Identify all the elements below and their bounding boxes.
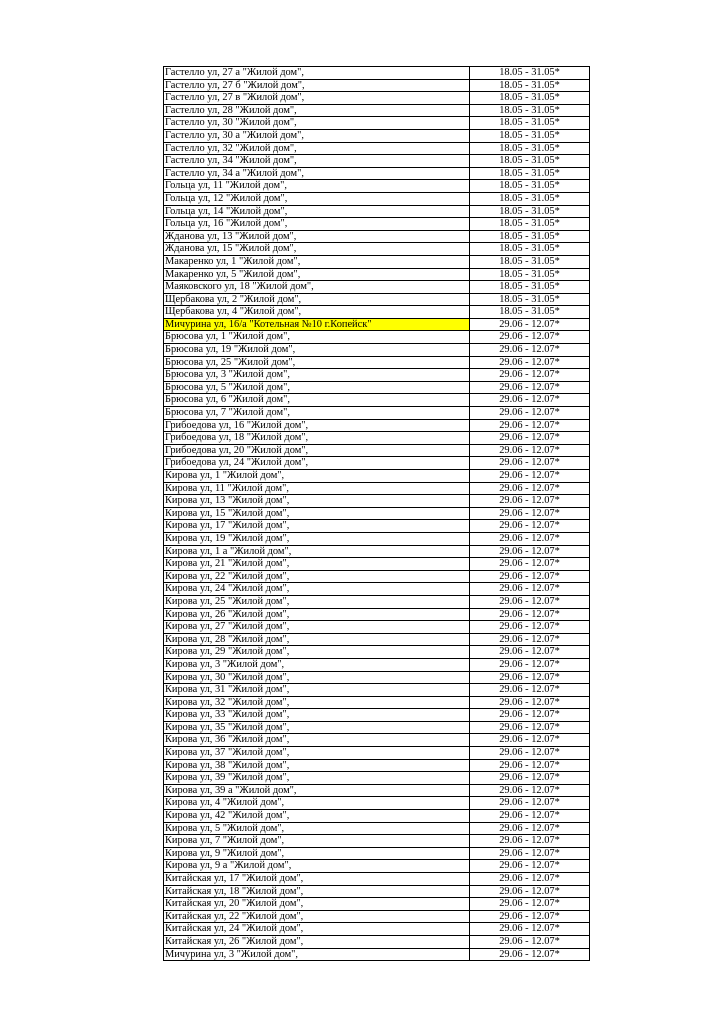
table-row xyxy=(164,306,590,319)
shutdown-period-cell: 29.06 - 12.07* xyxy=(470,381,590,394)
shutdown-period-cell: 29.06 - 12.07* xyxy=(470,621,590,634)
table-row xyxy=(164,822,590,835)
address-cell: Гольца ул, 12 "Жилой дом", xyxy=(164,192,470,205)
shutdown-period-cell: 18.05 - 31.05* xyxy=(470,67,590,80)
shutdown-period-cell: 18.05 - 31.05* xyxy=(470,180,590,193)
table-row xyxy=(164,621,590,634)
shutdown-period-cell: 29.06 - 12.07* xyxy=(470,633,590,646)
address-cell: Брюсова ул, 7 "Жилой дом", xyxy=(164,407,470,420)
address-cell: Брюсова ул, 1 "Жилой дом", xyxy=(164,331,470,344)
shutdown-period-cell: 18.05 - 31.05* xyxy=(470,155,590,168)
shutdown-period-cell: 29.06 - 12.07* xyxy=(470,520,590,533)
shutdown-period-cell: 29.06 - 12.07* xyxy=(470,318,590,331)
shutdown-period-cell: 29.06 - 12.07* xyxy=(470,432,590,445)
shutdown-period-cell: 29.06 - 12.07* xyxy=(470,948,590,961)
shutdown-period-cell: 29.06 - 12.07* xyxy=(470,482,590,495)
address-cell: Кирова ул, 30 "Жилой дом", xyxy=(164,671,470,684)
table-row xyxy=(164,167,590,180)
shutdown-period-cell: 18.05 - 31.05* xyxy=(470,306,590,319)
table-row xyxy=(164,230,590,243)
address-cell: Кирова ул, 22 "Жилой дом", xyxy=(164,570,470,583)
table-row xyxy=(164,545,590,558)
address-cell: Кирова ул, 15 "Жилой дом", xyxy=(164,507,470,520)
shutdown-period-cell: 29.06 - 12.07* xyxy=(470,772,590,785)
table-row xyxy=(164,243,590,256)
address-cell: Грибоедова ул, 20 "Жилой дом", xyxy=(164,444,470,457)
schedule-table-body xyxy=(164,67,590,961)
address-cell: Кирова ул, 29 "Жилой дом", xyxy=(164,646,470,659)
shutdown-period-cell: 18.05 - 31.05* xyxy=(470,92,590,105)
table-row xyxy=(164,935,590,948)
table-row xyxy=(164,281,590,294)
table-row xyxy=(164,293,590,306)
address-cell: Кирова ул, 39 а "Жилой дом", xyxy=(164,784,470,797)
table-row xyxy=(164,684,590,697)
shutdown-period-cell: 29.06 - 12.07* xyxy=(470,721,590,734)
address-cell: Гольца ул, 16 "Жилой дом", xyxy=(164,218,470,231)
address-cell: Китайская ул, 24 "Жилой дом", xyxy=(164,923,470,936)
shutdown-period-cell: 29.06 - 12.07* xyxy=(470,407,590,420)
address-cell: Кирова ул, 11 "Жилой дом", xyxy=(164,482,470,495)
shutdown-period-cell: 29.06 - 12.07* xyxy=(470,759,590,772)
table-row xyxy=(164,532,590,545)
address-cell: Мичурина ул, 3 "Жилой дом", xyxy=(164,948,470,961)
table-row xyxy=(164,721,590,734)
address-cell: Китайская ул, 26 "Жилой дом", xyxy=(164,935,470,948)
address-cell: Кирова ул, 27 "Жилой дом", xyxy=(164,621,470,634)
address-cell: Брюсова ул, 3 "Жилой дом", xyxy=(164,369,470,382)
shutdown-period-cell: 29.06 - 12.07* xyxy=(470,595,590,608)
shutdown-period-cell: 18.05 - 31.05* xyxy=(470,268,590,281)
shutdown-period-cell: 29.06 - 12.07* xyxy=(470,444,590,457)
table-row xyxy=(164,318,590,331)
shutdown-period-cell: 18.05 - 31.05* xyxy=(470,230,590,243)
address-cell: Грибоедова ул, 16 "Жилой дом", xyxy=(164,419,470,432)
shutdown-period-cell: 29.06 - 12.07* xyxy=(470,923,590,936)
table-row xyxy=(164,218,590,231)
shutdown-period-cell: 29.06 - 12.07* xyxy=(470,570,590,583)
shutdown-period-cell: 29.06 - 12.07* xyxy=(470,860,590,873)
table-row xyxy=(164,104,590,117)
shutdown-period-cell: 18.05 - 31.05* xyxy=(470,281,590,294)
table-row xyxy=(164,142,590,155)
address-cell: Кирова ул, 3 "Жилой дом", xyxy=(164,658,470,671)
table-row xyxy=(164,482,590,495)
address-cell: Макаренко ул, 5 "Жилой дом", xyxy=(164,268,470,281)
table-row xyxy=(164,457,590,470)
address-cell: Макаренко ул, 1 "Жилой дом", xyxy=(164,255,470,268)
address-cell: Гастелло ул, 30 "Жилой дом", xyxy=(164,117,470,130)
table-row xyxy=(164,356,590,369)
table-row xyxy=(164,810,590,823)
address-cell: Мичурина ул, 16/а "Котельная №10 г.Копейск" xyxy=(164,318,470,331)
shutdown-period-cell: 29.06 - 12.07* xyxy=(470,784,590,797)
shutdown-period-cell: 29.06 - 12.07* xyxy=(470,696,590,709)
table-row xyxy=(164,570,590,583)
address-cell: Кирова ул, 19 "Жилой дом", xyxy=(164,532,470,545)
address-cell: Китайская ул, 20 "Жилой дом", xyxy=(164,898,470,911)
address-cell: Кирова ул, 26 "Жилой дом", xyxy=(164,608,470,621)
address-cell: Брюсова ул, 5 "Жилой дом", xyxy=(164,381,470,394)
table-row xyxy=(164,734,590,747)
address-cell: Кирова ул, 1 а "Жилой дом", xyxy=(164,545,470,558)
address-cell: Гастелло ул, 34 "Жилой дом", xyxy=(164,155,470,168)
shutdown-period-cell: 29.06 - 12.07* xyxy=(470,356,590,369)
address-cell: Кирова ул, 13 "Жилой дом", xyxy=(164,495,470,508)
shutdown-period-cell: 29.06 - 12.07* xyxy=(470,470,590,483)
address-cell: Кирова ул, 9 "Жилой дом", xyxy=(164,847,470,860)
table-row xyxy=(164,192,590,205)
table-row xyxy=(164,797,590,810)
address-cell: Кирова ул, 32 "Жилой дом", xyxy=(164,696,470,709)
table-row xyxy=(164,155,590,168)
table-row xyxy=(164,633,590,646)
table-row xyxy=(164,772,590,785)
table-row xyxy=(164,784,590,797)
table-row xyxy=(164,948,590,961)
table-row xyxy=(164,835,590,848)
table-row xyxy=(164,608,590,621)
address-cell: Грибоедова ул, 18 "Жилой дом", xyxy=(164,432,470,445)
table-row xyxy=(164,709,590,722)
table-row xyxy=(164,255,590,268)
address-cell: Кирова ул, 5 "Жилой дом", xyxy=(164,822,470,835)
address-cell: Гастелло ул, 27 б "Жилой дом", xyxy=(164,79,470,92)
address-cell: Гастелло ул, 32 "Жилой дом", xyxy=(164,142,470,155)
address-cell: Жданова ул, 15 "Жилой дом", xyxy=(164,243,470,256)
address-cell: Кирова ул, 35 "Жилой дом", xyxy=(164,721,470,734)
table-row xyxy=(164,432,590,445)
table-row xyxy=(164,419,590,432)
shutdown-period-cell: 18.05 - 31.05* xyxy=(470,104,590,117)
shutdown-period-cell: 29.06 - 12.07* xyxy=(470,822,590,835)
address-cell: Кирова ул, 42 "Жилой дом", xyxy=(164,810,470,823)
table-row xyxy=(164,646,590,659)
shutdown-period-cell: 29.06 - 12.07* xyxy=(470,331,590,344)
table-row xyxy=(164,369,590,382)
address-cell: Китайская ул, 22 "Жилой дом", xyxy=(164,910,470,923)
address-cell: Кирова ул, 38 "Жилой дом", xyxy=(164,759,470,772)
shutdown-period-cell: 29.06 - 12.07* xyxy=(470,847,590,860)
table-row xyxy=(164,268,590,281)
table-row xyxy=(164,898,590,911)
shutdown-period-cell: 29.06 - 12.07* xyxy=(470,935,590,948)
table-row xyxy=(164,847,590,860)
address-cell: Кирова ул, 17 "Жилой дом", xyxy=(164,520,470,533)
shutdown-period-cell: 29.06 - 12.07* xyxy=(470,910,590,923)
address-cell: Кирова ул, 9 а "Жилой дом", xyxy=(164,860,470,873)
table-row xyxy=(164,67,590,80)
shutdown-period-cell: 29.06 - 12.07* xyxy=(470,369,590,382)
shutdown-period-cell: 29.06 - 12.07* xyxy=(470,873,590,886)
address-cell: Гольца ул, 11 "Жилой дом", xyxy=(164,180,470,193)
shutdown-period-cell: 29.06 - 12.07* xyxy=(470,709,590,722)
address-cell: Гастелло ул, 30 а "Жилой дом", xyxy=(164,129,470,142)
address-cell: Маяковского ул, 18 "Жилой дом", xyxy=(164,281,470,294)
table-row xyxy=(164,658,590,671)
shutdown-period-cell: 29.06 - 12.07* xyxy=(470,898,590,911)
address-cell: Кирова ул, 39 "Жилой дом", xyxy=(164,772,470,785)
shutdown-period-cell: 29.06 - 12.07* xyxy=(470,344,590,357)
table-row xyxy=(164,444,590,457)
shutdown-period-cell: 29.06 - 12.07* xyxy=(470,558,590,571)
table-row xyxy=(164,873,590,886)
table-row xyxy=(164,79,590,92)
table-row xyxy=(164,205,590,218)
address-cell: Брюсова ул, 19 "Жилой дом", xyxy=(164,344,470,357)
table-row xyxy=(164,394,590,407)
address-cell: Кирова ул, 25 "Жилой дом", xyxy=(164,595,470,608)
shutdown-period-cell: 29.06 - 12.07* xyxy=(470,747,590,760)
table-row xyxy=(164,885,590,898)
table-row xyxy=(164,495,590,508)
address-cell: Кирова ул, 36 "Жилой дом", xyxy=(164,734,470,747)
table-row xyxy=(164,92,590,105)
shutdown-period-cell: 18.05 - 31.05* xyxy=(470,192,590,205)
table-row xyxy=(164,860,590,873)
shutdown-period-cell: 29.06 - 12.07* xyxy=(470,532,590,545)
address-cell: Кирова ул, 21 "Жилой дом", xyxy=(164,558,470,571)
address-cell: Гастелло ул, 34 а "Жилой дом", xyxy=(164,167,470,180)
address-cell: Грибоедова ул, 24 "Жилой дом", xyxy=(164,457,470,470)
address-cell: Гастелло ул, 28 "Жилой дом", xyxy=(164,104,470,117)
shutdown-period-cell: 29.06 - 12.07* xyxy=(470,797,590,810)
shutdown-period-cell: 18.05 - 31.05* xyxy=(470,293,590,306)
address-cell: Китайская ул, 18 "Жилой дом", xyxy=(164,885,470,898)
shutdown-period-cell: 29.06 - 12.07* xyxy=(470,734,590,747)
shutdown-period-cell: 18.05 - 31.05* xyxy=(470,243,590,256)
address-cell: Щербакова ул, 4 "Жилой дом", xyxy=(164,306,470,319)
shutdown-period-cell: 18.05 - 31.05* xyxy=(470,117,590,130)
table-row xyxy=(164,696,590,709)
shutdown-period-cell: 18.05 - 31.05* xyxy=(470,129,590,142)
shutdown-period-cell: 18.05 - 31.05* xyxy=(470,79,590,92)
address-cell: Кирова ул, 1 "Жилой дом", xyxy=(164,470,470,483)
address-cell: Кирова ул, 4 "Жилой дом", xyxy=(164,797,470,810)
shutdown-period-cell: 29.06 - 12.07* xyxy=(470,495,590,508)
address-cell: Кирова ул, 33 "Жилой дом", xyxy=(164,709,470,722)
shutdown-period-cell: 29.06 - 12.07* xyxy=(470,583,590,596)
table-row xyxy=(164,507,590,520)
address-cell: Кирова ул, 7 "Жилой дом", xyxy=(164,835,470,848)
table-row xyxy=(164,747,590,760)
address-cell: Гольца ул, 14 "Жилой дом", xyxy=(164,205,470,218)
shutdown-period-cell: 18.05 - 31.05* xyxy=(470,167,590,180)
shutdown-period-cell: 29.06 - 12.07* xyxy=(470,835,590,848)
shutdown-period-cell: 18.05 - 31.05* xyxy=(470,218,590,231)
address-cell: Кирова ул, 37 "Жилой дом", xyxy=(164,747,470,760)
table-row xyxy=(164,671,590,684)
address-cell: Китайская ул, 17 "Жилой дом", xyxy=(164,873,470,886)
shutdown-period-cell: 29.06 - 12.07* xyxy=(470,810,590,823)
address-cell: Гастелло ул, 27 в "Жилой дом", xyxy=(164,92,470,105)
table-row xyxy=(164,407,590,420)
shutdown-period-cell: 29.06 - 12.07* xyxy=(470,394,590,407)
shutdown-period-cell: 18.05 - 31.05* xyxy=(470,255,590,268)
table-row xyxy=(164,910,590,923)
shutdown-period-cell: 29.06 - 12.07* xyxy=(470,658,590,671)
table-row xyxy=(164,583,590,596)
shutdown-period-cell: 18.05 - 31.05* xyxy=(470,205,590,218)
address-cell: Кирова ул, 24 "Жилой дом", xyxy=(164,583,470,596)
table-row xyxy=(164,923,590,936)
address-cell: Жданова ул, 13 "Жилой дом", xyxy=(164,230,470,243)
shutdown-period-cell: 29.06 - 12.07* xyxy=(470,671,590,684)
address-cell: Брюсова ул, 25 "Жилой дом", xyxy=(164,356,470,369)
shutdown-period-cell: 29.06 - 12.07* xyxy=(470,608,590,621)
shutdown-period-cell: 29.06 - 12.07* xyxy=(470,885,590,898)
shutdown-period-cell: 18.05 - 31.05* xyxy=(470,142,590,155)
address-cell: Брюсова ул, 6 "Жилой дом", xyxy=(164,394,470,407)
address-cell: Кирова ул, 28 "Жилой дом", xyxy=(164,633,470,646)
table-row xyxy=(164,520,590,533)
table-row xyxy=(164,129,590,142)
shutdown-period-cell: 29.06 - 12.07* xyxy=(470,684,590,697)
table-row xyxy=(164,470,590,483)
table-row xyxy=(164,331,590,344)
address-cell: Щербакова ул, 2 "Жилой дом", xyxy=(164,293,470,306)
shutdown-period-cell: 29.06 - 12.07* xyxy=(470,419,590,432)
table-row xyxy=(164,344,590,357)
address-cell: Кирова ул, 31 "Жилой дом", xyxy=(164,684,470,697)
address-cell: Гастелло ул, 27 а "Жилой дом", xyxy=(164,67,470,80)
table-row xyxy=(164,117,590,130)
table-row xyxy=(164,558,590,571)
shutdown-period-cell: 29.06 - 12.07* xyxy=(470,646,590,659)
shutdown-period-cell: 29.06 - 12.07* xyxy=(470,457,590,470)
shutdown-period-cell: 29.06 - 12.07* xyxy=(470,545,590,558)
table-row xyxy=(164,180,590,193)
table-row xyxy=(164,595,590,608)
shutdown-period-cell: 29.06 - 12.07* xyxy=(470,507,590,520)
table-row xyxy=(164,381,590,394)
schedule-table xyxy=(163,66,590,961)
table-row xyxy=(164,759,590,772)
